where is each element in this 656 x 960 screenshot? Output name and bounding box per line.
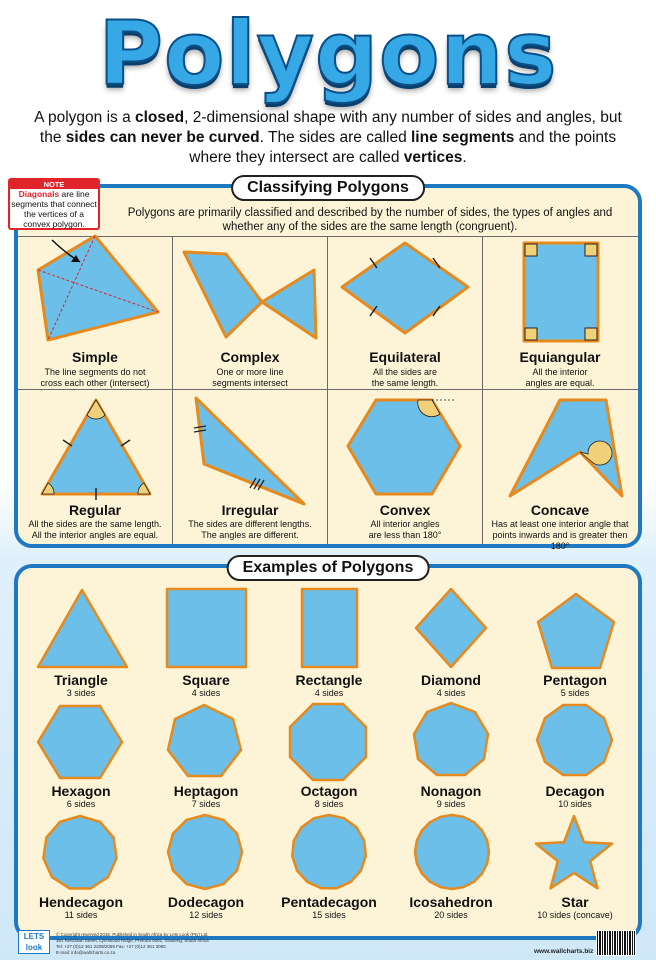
square-shape <box>167 589 246 667</box>
example-name: Square <box>182 672 230 688</box>
note-text: are line segments that connect the vertices of a convex polygon. <box>11 189 97 229</box>
note-box <box>8 178 100 230</box>
icosahedron-shape <box>413 813 491 891</box>
desc-line: cross each other (intersect) <box>40 378 150 388</box>
cell-name-regular: Regular <box>68 502 122 518</box>
intro-bold: vertices <box>403 149 463 166</box>
desc-line: are less than 180° <box>368 530 442 540</box>
example-sides: 9 sides <box>436 799 466 809</box>
classifying-description: Polygons are primarily classified and described by the number of sides, the types of angles and whether any of the sides are the same length (congruent). <box>127 207 613 233</box>
heptagon-shape <box>168 705 241 776</box>
example-name: Octagon <box>300 783 358 799</box>
example-sides: 5 sides <box>560 688 590 698</box>
example-name: Rectangle <box>295 672 363 688</box>
desc-line: segments intersect <box>212 378 288 388</box>
intro-bold: sides can never be curved <box>65 129 260 146</box>
decagon-shape <box>537 705 612 775</box>
cell-name-convex: Convex <box>379 502 431 518</box>
example-name: Hendecagon <box>38 894 123 910</box>
desc-line: The sides are different lengths. <box>188 519 312 529</box>
triangle-shape <box>38 590 127 667</box>
example-name: Icosahedron <box>409 894 493 910</box>
example-sides: 4 sides <box>191 688 221 698</box>
desc-line: the same length. <box>371 378 439 388</box>
website-url: www.wallcharts.biz <box>534 948 594 955</box>
cell-name-equiangular: Equiangular <box>519 349 601 365</box>
hendecagon-shape <box>40 814 120 892</box>
example-name: Heptagon <box>173 783 239 799</box>
desc-line: All the sides are the same length. <box>28 519 162 529</box>
star-shape <box>533 814 615 894</box>
legal-line: © Copyright reserved 2016. Published in South Africa by Lets Look (Pty) Ltd. <box>56 932 209 937</box>
diamond-shape <box>416 589 486 667</box>
desc-line: The angles are different. <box>201 530 299 540</box>
desc-line: Has at least one interior angle that <box>491 519 629 529</box>
legal-line: 361 Reitzlaan Street, Lynnwood Ridge, Pretoria 0081, Gauteng, South Africa <box>56 938 209 943</box>
example-name: Dodecagon <box>167 894 245 910</box>
example-sides: 20 sides <box>434 910 468 920</box>
octagon-shape <box>290 704 366 780</box>
example-name: Diamond <box>421 672 481 688</box>
logo-line: look <box>25 943 43 952</box>
pentadecagon-shape <box>290 813 368 891</box>
example-sides: 8 sides <box>314 799 344 809</box>
example-sides: 15 sides <box>312 910 346 920</box>
legal-line: E-mail: info@wallcharts.co.za <box>56 950 116 955</box>
example-name: Nonagon <box>420 783 482 799</box>
classifying-title: Classifying Polygons <box>231 175 425 201</box>
example-sides: 12 sides <box>189 910 223 920</box>
example-sides: 7 sides <box>191 799 221 809</box>
nonagon-shape <box>414 703 488 775</box>
desc-line: All the interior <box>532 367 588 377</box>
example-sides: 4 sides <box>436 688 466 698</box>
desc-line: angles are equal. <box>525 378 595 388</box>
intro-part: A polygon is a <box>34 109 135 126</box>
desc-line: All interior angles <box>370 519 440 529</box>
cell-name-equilateral: Equilateral <box>369 349 441 365</box>
intro-bold: closed <box>135 109 185 126</box>
example-name: Pentagon <box>543 672 607 688</box>
note-keyword: Diagonals <box>18 189 60 199</box>
desc-line: All the interior angles are equal. <box>31 530 159 540</box>
cell-name-simple: Simple <box>72 349 118 365</box>
intro-part: . The sides are called <box>259 129 411 146</box>
intro-part: . <box>462 149 467 166</box>
example-name: Hexagon <box>51 783 111 799</box>
example-sides: 10 sides (concave) <box>537 910 613 920</box>
cell-name-concave: Concave <box>530 502 590 518</box>
rectangle-shape <box>302 589 357 667</box>
cell-name-complex: Complex <box>220 349 280 365</box>
hexagon-shape <box>38 706 122 778</box>
example-sides: 6 sides <box>66 799 96 809</box>
example-sides: 4 sides <box>314 688 344 698</box>
page-title: Polygons <box>98 2 558 105</box>
legal-line: Tel: +27 (0)12 361 2209/2059 Fax: +27 (0)12 361 3060 <box>56 944 166 949</box>
intro-part: , 2-dimensional shape with any number of sides and angles, but the <box>39 109 622 146</box>
example-name: Pentadecagon <box>281 894 377 910</box>
cell-name-irregular: Irregular <box>221 502 279 518</box>
desc-line: The line segments do not <box>44 367 146 377</box>
example-name: Star <box>561 894 589 910</box>
dodecagon-shape <box>166 813 244 891</box>
legal-text <box>56 932 356 956</box>
desc-line: All the sides are <box>372 367 438 377</box>
pentagon-shape <box>538 594 614 668</box>
publisher-logo <box>18 930 50 954</box>
intro-bold: line segments <box>411 129 515 146</box>
logo-line: LETS <box>23 932 45 941</box>
example-name: Triangle <box>54 672 108 688</box>
example-sides: 3 sides <box>66 688 96 698</box>
desc-line: points inwards and is greater then 180° <box>492 530 628 551</box>
examples-title: Examples of Polygons <box>227 555 430 581</box>
example-name: Decagon <box>545 783 605 799</box>
example-sides: 10 sides <box>558 799 592 809</box>
note-head: NOTE <box>10 180 98 189</box>
barcode <box>596 930 636 956</box>
intro-part: and the points where they intersect are called <box>189 129 617 166</box>
desc-line: One or more line <box>216 367 284 377</box>
example-sides: 11 sides <box>64 910 98 920</box>
